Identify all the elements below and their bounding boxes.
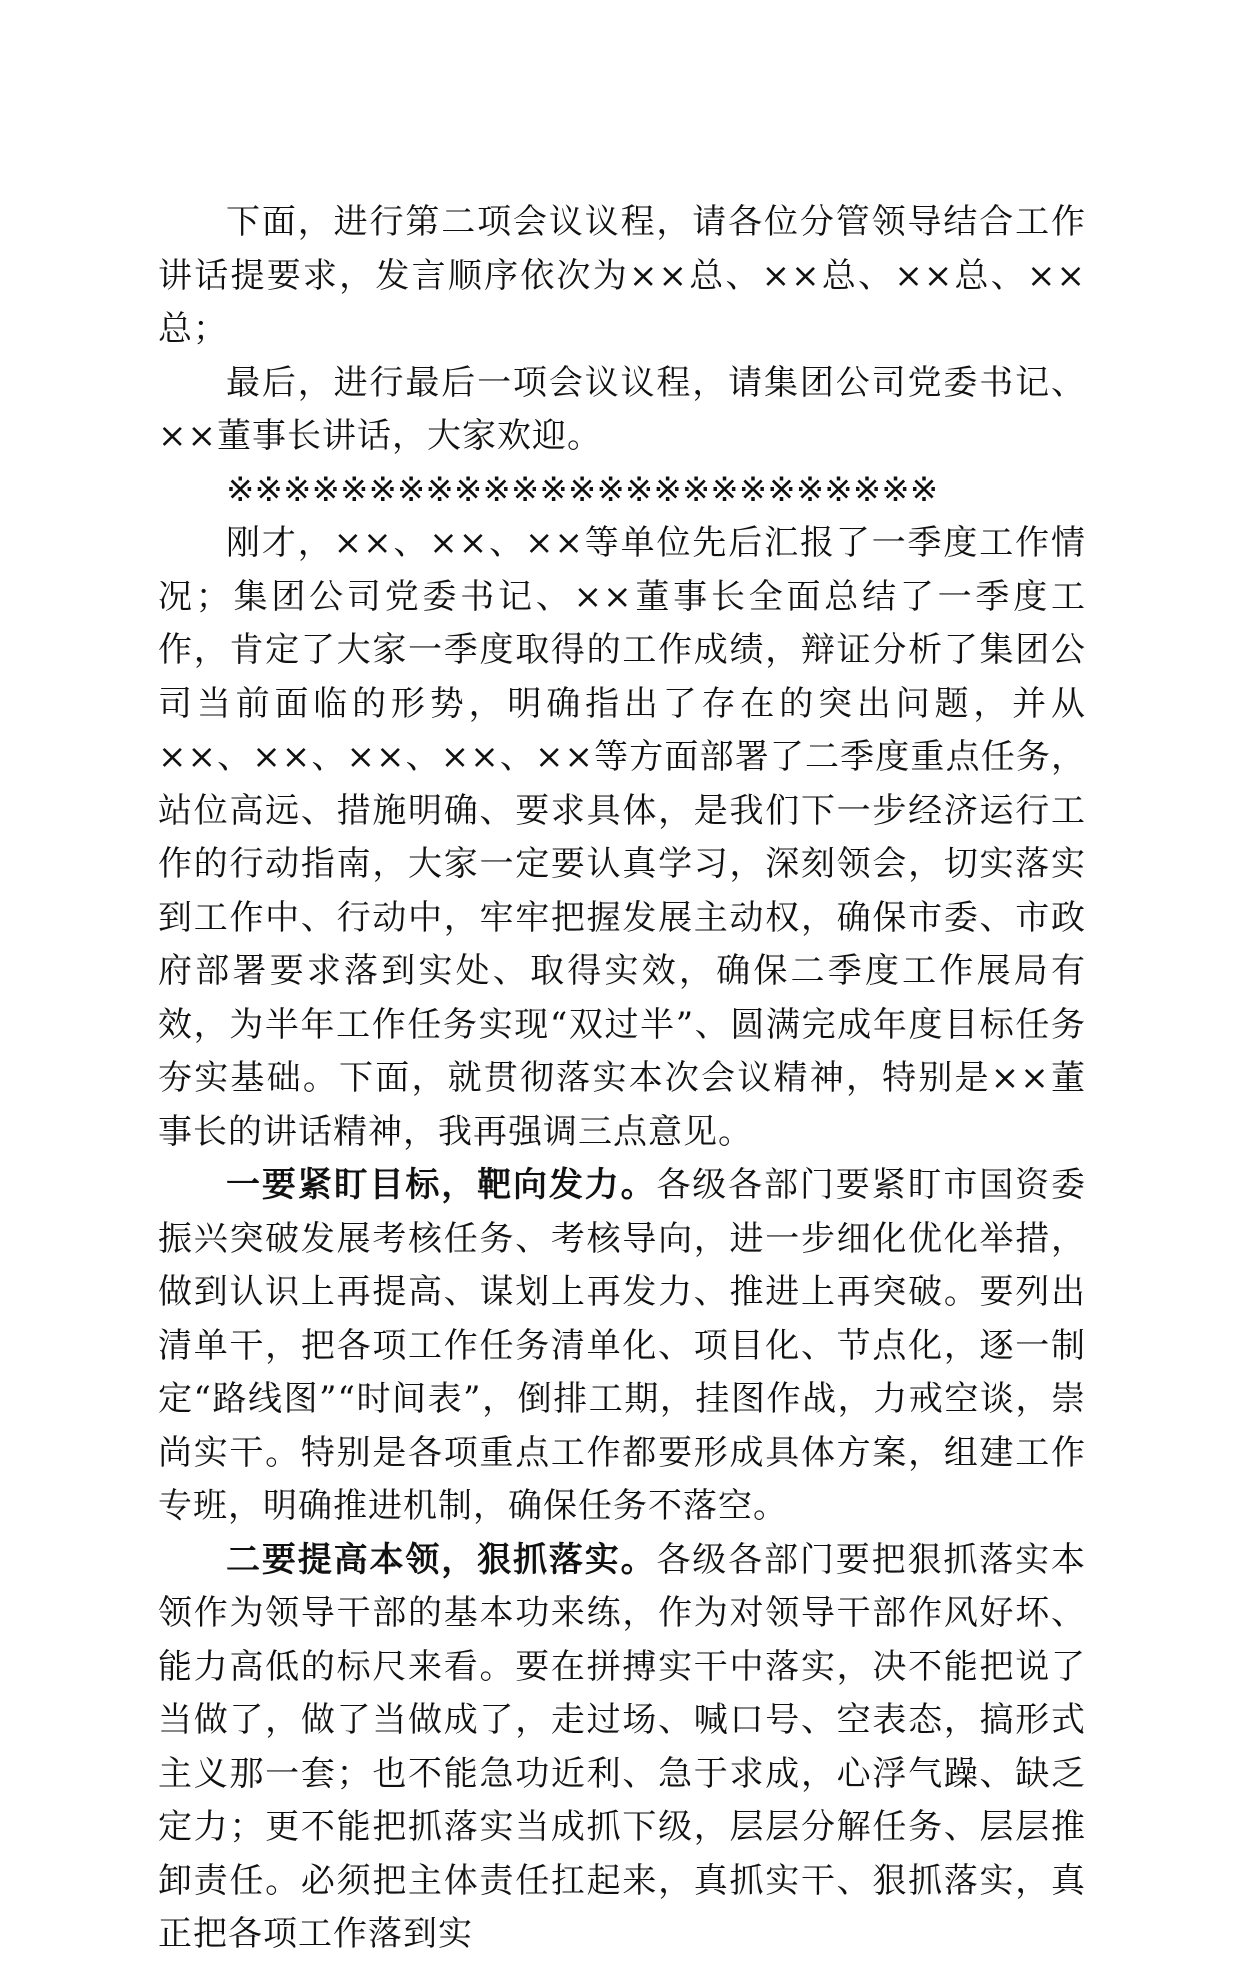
paragraph-text: 各级各部门要紧盯市国资委振兴突破发展考核任务、考核导向，进一步细化优化举措，做到认识上再提高、谋划上再发力、推进上再突破。要列出清单干，把各项工作任务清单化、项目化、节点化，逐一制定“路线图”“时间表”，倒排工期，挂图作战，力戒空谈，崇尚实干。特别是各项重点工作都要形成具体方案，组建工作专班，明确推进机制，确保任务不落空。 — [158, 1165, 1087, 1526]
divider-text: ※※※※※※※※※※※※※※※※※※※※※※※※※ — [226, 469, 939, 510]
paragraph-text: 各级各部门要把狠抓落实本领作为领导干部的基本功来练，作为对领导干部作风好坏、能力高低的标尺来看。要在拼搏实干中落实，决不能把说了当做了，做了当做成了，走过场、喊口号、空表态，搞形式主义那一套；也不能急功近利、急于求成，心浮气躁、缺乏定力；更不能把抓落实当成抓下级，层层分解任务、层层推卸责任。必须把主体责任扛起来，真抓实干、狠抓落实，真正把各项工作落到实 — [158, 1539, 1087, 1954]
document-page — [158, 196, 1086, 1962]
paragraph-text: 刚才，××、××、××等单位先后汇报了一季度工作情况；集团公司党委书记、××董事长全面总结了一季度工作，肯定了大家一季度取得的工作成绩，辩证分析了集团公司当前面临的形势，明确指出了存在的突出问题，并从××、××、××、××、××等方面部署了二季度重点任务，站位高远、措施明确、要求具体，是我们下一步经济运行工作的行动指南，大家一定要认真学习，深刻领会，切实落实到工作中、行动中，牢牢把握发展主动权，确保市委、市政府部署要求落到实处、取得实效，确保二季度工作展局有效，为半年工作任务实现“双过半”、圆满完成年度目标任务夯实基础。下面，就贯彻落实本次会议精神，特别是××董事长的讲话精神，我再强调三点意见。 — [158, 523, 1086, 1152]
point-two-heading: 二要提高本领，狠抓落实。 — [226, 1539, 657, 1580]
paragraph-agenda-second — [158, 196, 1086, 357]
paragraph-point-two — [158, 1534, 1086, 1962]
paragraph-agenda-last — [158, 357, 1086, 464]
point-one-heading: 一要紧盯目标，靶向发力。 — [226, 1165, 657, 1205]
paragraph-text: 最后，进行最后一项会议议程，请集团公司党委书记、××董事长讲话，大家欢迎。 — [158, 362, 1086, 456]
paragraph-text: 下面，进行第二项会议议程，请各位分管领导结合工作讲话提要求，发言顺序依次为××总、××总、××总、××总； — [158, 202, 1086, 349]
paragraph-summary — [158, 517, 1086, 1159]
paragraph-point-one — [158, 1159, 1086, 1534]
section-divider — [158, 464, 1086, 518]
